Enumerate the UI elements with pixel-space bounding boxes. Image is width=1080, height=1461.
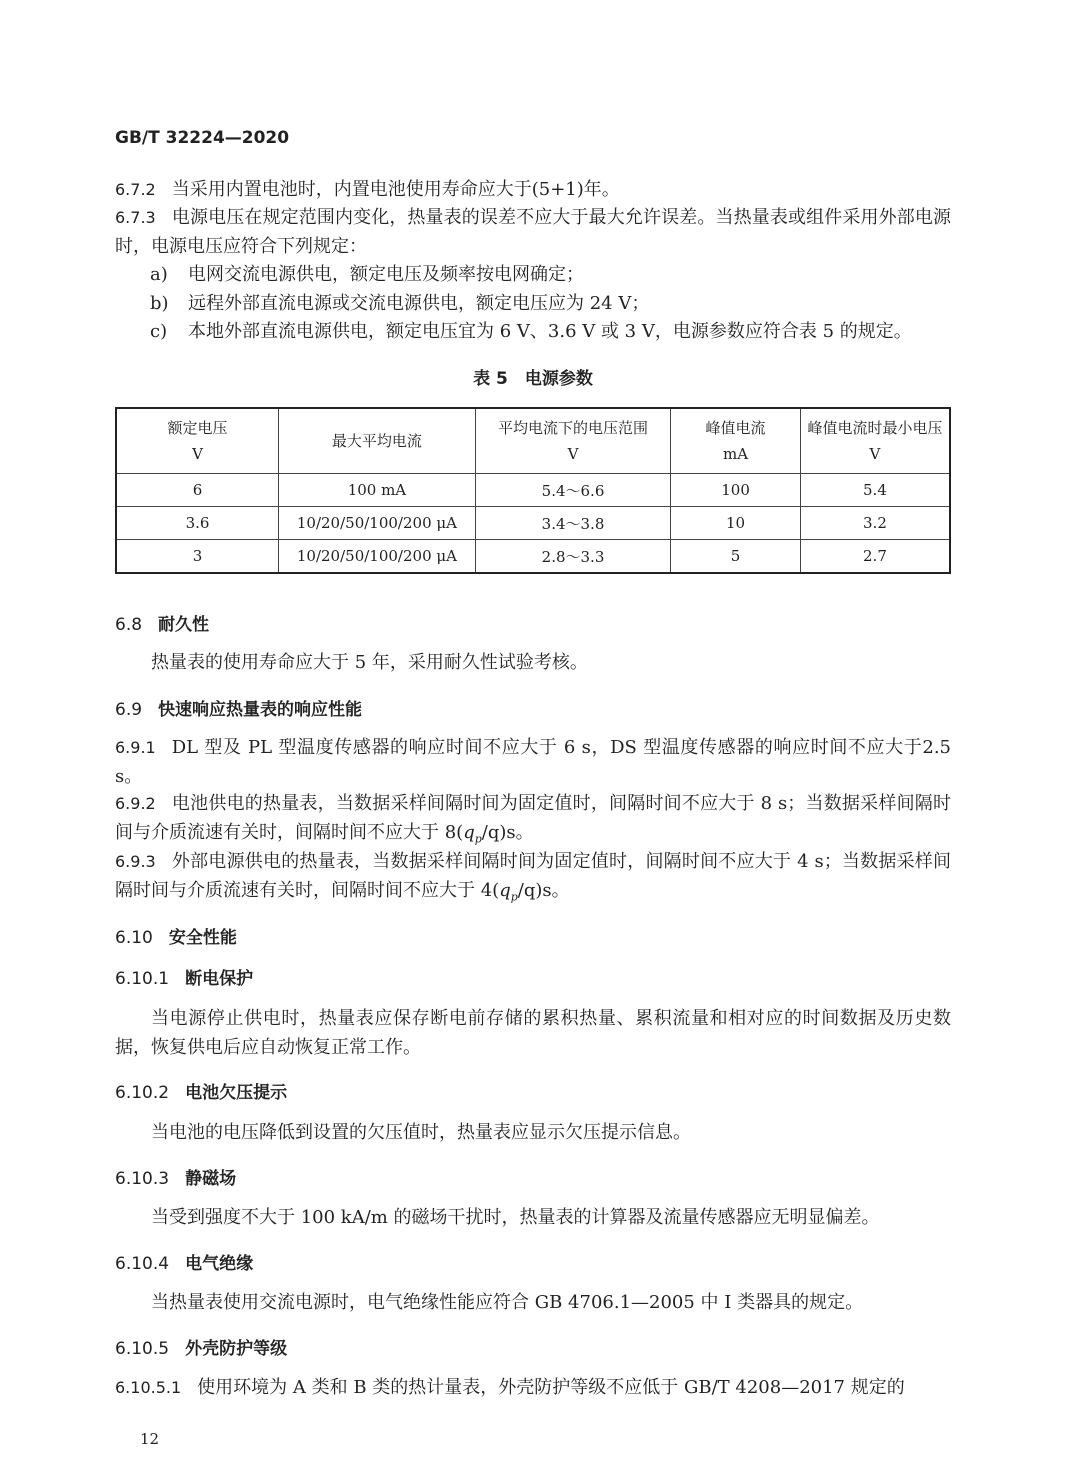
header-cell: 峰值电流 mA (671, 408, 801, 474)
clause-6-10-4-text: 当热量表使用交流电源时，电气绝缘性能应符合 GB 4706.1—2005 中 Ⅰ 类器具的规定。 (151, 1292, 864, 1313)
clause-6-9-1: 6.9.1 DL 型及 PL 型温度传感器的响应时间不应大于 6 s，DS 型温度传感器的响应时间不应大于2.5 s。 (115, 737, 951, 787)
table-row (116, 540, 950, 574)
clause-6-10-5-1: 6.10.5.1 使用环境为 A 类和 B 类的热计量表，外壳防护等级不应低于 GB/T 4208—2017 规定的 (115, 1377, 905, 1398)
list-label: a) (150, 264, 168, 285)
header-cell: 平均电流下的电压范围 V (475, 408, 670, 474)
table-cell: 10 (671, 507, 801, 540)
table-cell: 2.8～3.3 (475, 540, 670, 574)
table-header-row (116, 408, 950, 474)
section-heading-6-10: 6.10 安全性能 (115, 928, 237, 948)
table-cell: 100 mA (279, 474, 476, 507)
clause-6-10-2-text: 当电池的电压降低到设置的欠压值时，热量表应显示欠压提示信息。 (151, 1122, 691, 1143)
table-cell: 100 (671, 474, 801, 507)
section-heading-6-9: 6.9 快速响应热量表的响应性能 (115, 700, 363, 720)
clause-6-10-1-text: 当电源停止供电时，热量表应保存断电前存储的累积热量、累积流量和相对应的时间数据及历史数据，恢复供电后应自动恢复正常工作。 (115, 1008, 951, 1058)
table-cell: 3.2 (800, 507, 950, 540)
list-text: 远程外部直流电源或交流电源供电，额定电压应为 24 V； (188, 293, 650, 314)
table-caption: 表 5 电源参数 (473, 369, 593, 389)
page-number: 12 (140, 1430, 160, 1448)
list-label: b) (150, 293, 169, 314)
section-heading-6-10-2: 6.10.2 电池欠压提示 (115, 1083, 288, 1103)
clause-number: 6.7.3 (115, 208, 156, 227)
section-heading-6-8: 6.8 耐久性 (115, 615, 210, 635)
power-parameters-table (115, 407, 951, 574)
table-cell: 6 (116, 474, 279, 507)
header-cell: 峰值电流时最小电压 V (800, 408, 950, 474)
table-cell: 10/20/50/100/200 μA (279, 507, 476, 540)
document-header: GB/T 32224—2020 (115, 128, 290, 148)
list-text: 电网交流电源供电，额定电压及频率按电网确定； (188, 264, 584, 285)
section-heading-6-10-4: 6.10.4 电气绝缘 (115, 1254, 254, 1274)
table-cell: 3 (116, 540, 279, 574)
clause-6-8-text: 热量表的使用寿命应大于 5 年，采用耐久性试验考核。 (151, 652, 588, 673)
clause-6-7-3 (115, 204, 951, 261)
table-cell: 10/20/50/100/200 μA (279, 540, 476, 574)
clause-6-9-2: 6.9.2 电池供电的热量表，当数据采样间隔时间为固定值时，间隔时间不应大于 8 s；当数据采样间隔时间与介质流速有关时，间隔时间不应大于 $8(q_p/q)s$。 (115, 793, 951, 846)
clause-text: 电源电压在规定范围内变化，热量表的误差不应大于最大允许误差。当热量表或组件采用外部电源时，电源电压应符合下列规定： (115, 207, 951, 257)
list-item (150, 318, 912, 346)
section-heading-6-10-1: 6.10.1 断电保护 (115, 969, 254, 989)
table-cell: 5.4 (800, 474, 950, 507)
list-label: c) (150, 321, 168, 342)
list-text: 本地外部直流电源供电，额定电压宜为 6 V、3.6 V 或 3 V，电源参数应符合表 5 的规定。 (188, 321, 912, 342)
header-cell: 最大平均电流 (279, 408, 476, 474)
table-cell: 5 (671, 540, 801, 574)
clause-6-9-3: 6.9.3 外部电源供电的热量表，当数据采样间隔时间为固定值时，间隔时间不应大于 4 s；当数据采样间隔时间与介质流速有关时，间隔时间不应大于 $4(q_p/q)s$。 (115, 851, 951, 904)
table-cell: 5.4～6.6 (475, 474, 670, 507)
table-row (116, 507, 950, 540)
list-item (150, 290, 649, 318)
table-cell: 2.7 (800, 540, 950, 574)
section-heading-6-10-5: 6.10.5 外壳防护等级 (115, 1339, 288, 1359)
list-item (150, 261, 584, 289)
section-heading-6-10-3: 6.10.3 静磁场 (115, 1169, 237, 1189)
clause-number: 6.7.2 (115, 180, 156, 199)
table-row (116, 474, 950, 507)
table-cell: 3.6 (116, 507, 279, 540)
clause-text: 当采用内置电池时，内置电池使用寿命应大于(5+1)年。 (171, 179, 620, 200)
clause-6-7-2 (115, 176, 951, 205)
header-cell: 额定电压 V (116, 408, 279, 474)
clause-6-10-3-text: 当受到强度不大于 100 kA/m 的磁场干扰时，热量表的计算器及流量传感器应无明显偏差。 (151, 1207, 880, 1228)
table-cell: 3.4～3.8 (475, 507, 670, 540)
